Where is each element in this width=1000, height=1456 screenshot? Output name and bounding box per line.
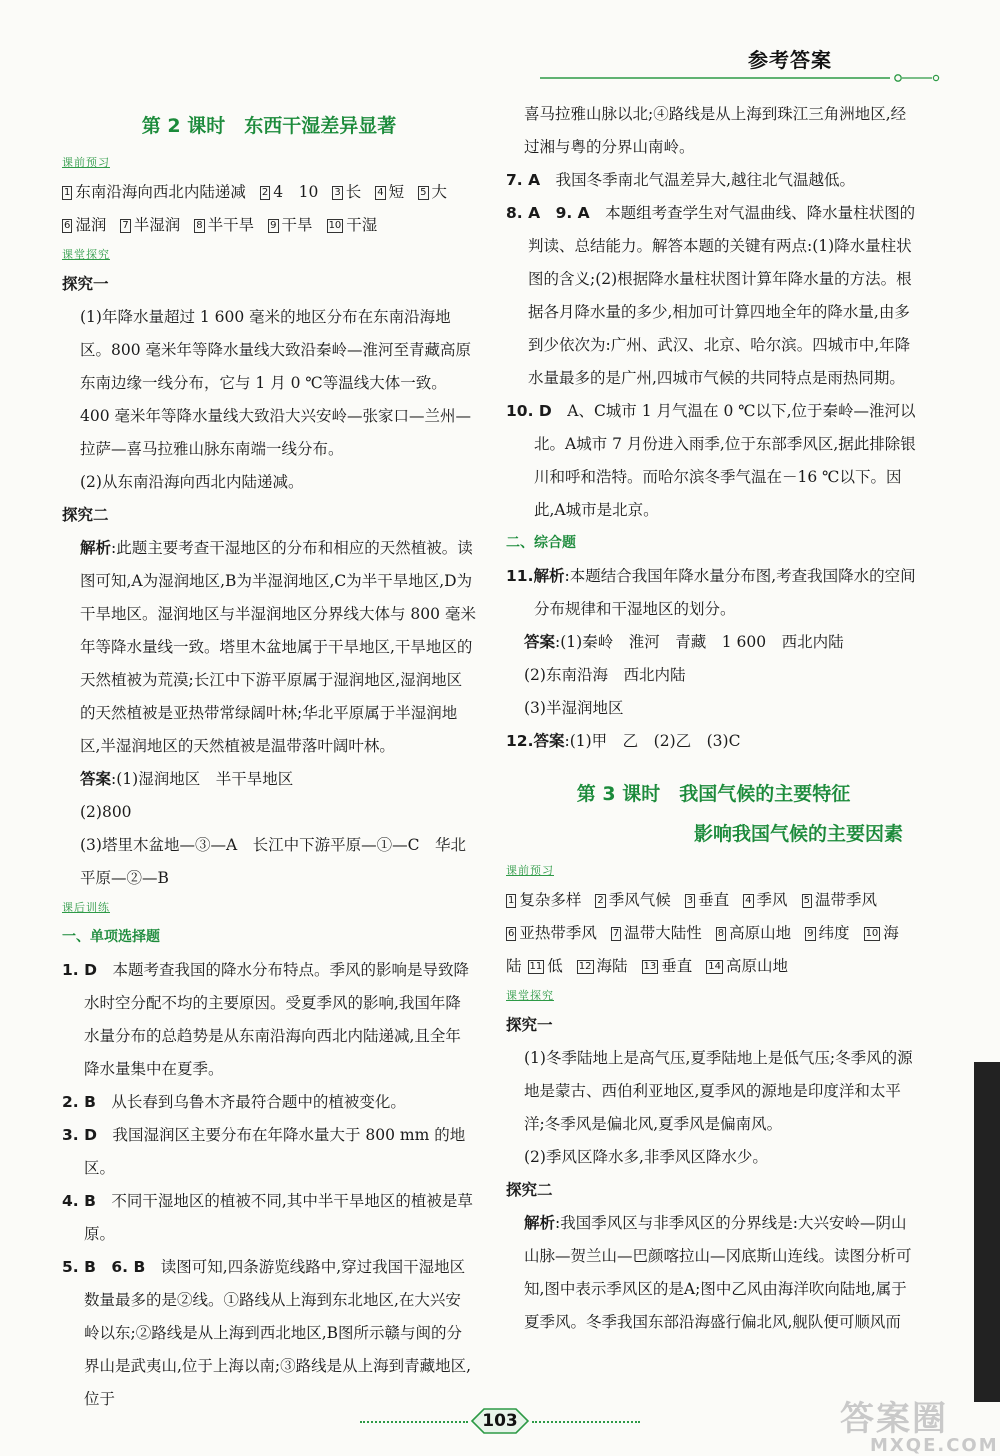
q2-number: 2. B bbox=[62, 1093, 96, 1111]
left-column bbox=[62, 98, 476, 1416]
q12-text: :(1)甲 乙 (2)乙 (3)C bbox=[564, 732, 741, 750]
footer-dots-right bbox=[532, 1421, 640, 1423]
question-12 bbox=[506, 725, 921, 758]
answer-number-box: 7 bbox=[612, 928, 620, 939]
q4-text: 不同干湿地区的植被不同,其中半干旱地区的植被是草原。 bbox=[84, 1192, 473, 1243]
answer-number-box: 3 bbox=[334, 187, 341, 198]
analysis-text-2: :我国季风区与非季风区的分界线是:大兴安岭—阴山山脉—贺兰山—巴颜喀拉山—冈底斯山连线。读图分析可知,图中表示季风区的是A;图中乙风由海洋吹向陆地,属于夏季风。冬季我国东部沿海盛行偏北风,舰队便可顺风而 bbox=[524, 1214, 912, 1331]
explore-1-para-2-2: (2)季风区降水多,非季风区降水少。 bbox=[524, 1148, 768, 1166]
header-label: 参考答案 bbox=[748, 48, 832, 72]
q11-number: 11. bbox=[506, 567, 534, 585]
answer-number-box: 4 bbox=[377, 187, 384, 198]
analysis-label-2: 解析 bbox=[524, 1214, 556, 1232]
q11-answer-label: 答案 bbox=[524, 633, 556, 651]
answer-text: 海陆 bbox=[596, 957, 628, 975]
preview-answer-item bbox=[706, 957, 788, 975]
answer-number-box: 9 bbox=[807, 928, 814, 939]
header-rule bbox=[540, 74, 940, 82]
explore-2-answer-3: (3)塔里木盆地—③—A 长江中下游平原—①—C 华北平原—②—B bbox=[80, 836, 467, 887]
preview-answer-item bbox=[332, 183, 361, 201]
lesson-3-title-b: 影响我国气候的主要因素 bbox=[693, 823, 903, 845]
answer-number-box: 3 bbox=[686, 895, 694, 906]
answer-number-box: 6 bbox=[64, 220, 71, 231]
answer-text: 湿润 bbox=[75, 216, 107, 234]
answer-text: 半干旱 bbox=[207, 216, 255, 234]
preview-answer-item bbox=[864, 924, 899, 942]
answer-number-box: 10 bbox=[328, 220, 342, 231]
q12-number: 12. bbox=[506, 732, 534, 750]
class-heading: 课堂探究 bbox=[62, 248, 110, 261]
answer-number-box: 10 bbox=[865, 928, 879, 939]
answer-text: 短 bbox=[388, 183, 405, 201]
q8-number: 8. A 9. A bbox=[506, 204, 590, 222]
q10-number: 10. D bbox=[506, 402, 552, 420]
answer-text: 垂直 bbox=[661, 957, 693, 975]
question-2 bbox=[62, 1086, 476, 1119]
answer-text: 高原山地 bbox=[729, 924, 792, 942]
preview-answer-item bbox=[62, 183, 246, 201]
q10-text: A、C城市 1 月气温在 0 ℃以下,位于秦岭—淮河以北。A城市 7 月份进入雨季,位于东部季风区,据此排除银川和呼和浩特。而哈尔滨冬季气温在－16 ℃以下。因此,A城市是北京。 bbox=[534, 402, 916, 519]
preview-answer-item bbox=[528, 957, 563, 975]
answer-text: 季风 bbox=[756, 891, 788, 909]
q4-number: 4. B bbox=[62, 1192, 96, 1210]
preview-answers-line-2 bbox=[62, 209, 476, 242]
answer-text: 纬度 bbox=[818, 924, 850, 942]
preview-answer-item bbox=[611, 924, 702, 942]
q11-answer-3: (3)半湿润地区 bbox=[524, 699, 624, 717]
answer-text: 大 bbox=[431, 183, 448, 201]
preview-answers-line-1 bbox=[62, 176, 476, 209]
answer-number-box: 1 bbox=[64, 187, 71, 198]
q11-answer-2: (2)东南沿海 西北内陆 bbox=[524, 666, 686, 684]
preview-answer-item bbox=[685, 891, 729, 909]
question-7 bbox=[506, 164, 921, 197]
preview2-answers-line-2 bbox=[506, 917, 921, 950]
answer-text: 高原山地 bbox=[726, 957, 789, 975]
answer-text-1: :(1)湿润地区 半干旱地区 bbox=[111, 770, 294, 788]
question-3 bbox=[62, 1119, 476, 1185]
preview-answer-item bbox=[595, 891, 670, 909]
question-5-6 bbox=[62, 1251, 476, 1416]
continued-text: 喜马拉雅山脉以北;④路线是从上海到珠江三角洲地区,经过湘与粤的分界山南岭。 bbox=[524, 105, 907, 156]
page-number: 103 bbox=[482, 1411, 518, 1431]
comprehensive-heading: 二、综合题 bbox=[506, 535, 576, 551]
preview-heading-2: 课前预习 bbox=[506, 864, 554, 877]
q1-text: 本题考查我国的降水分布特点。季风的影响是导致降水时空分配不均的主要原因。受夏季风的影响,我国年降水量分布的总趋势是从东南沿海向西北内陆递减,且全年降水量集中在夏季。 bbox=[84, 961, 469, 1078]
q3-text: 我国湿润区主要分布在年降水量大于 800 mm 的地区。 bbox=[84, 1126, 466, 1177]
preview-answer-item bbox=[642, 957, 693, 975]
answer-text: 干湿 bbox=[346, 216, 378, 234]
explore-2-heading-2: 探究二 bbox=[506, 1181, 553, 1199]
q5-number: 5. B 6. B bbox=[62, 1258, 146, 1276]
answer-number-box: 9 bbox=[270, 220, 277, 231]
explore-1-para-1: (1)年降水量超过 1 600 毫米的地区分布在东南沿海地区。800 毫米年等降水量线大致沿秦岭—淮河至青藏高原东南边缘一线分布，它与 1 月 0 ℃等温线大体一致。400 毫米年等降水量线大致沿大兴安岭—张家口—兰州—拉萨—喜马拉雅山脉东南端一线分布。 bbox=[80, 308, 472, 458]
q3-number: 3. D bbox=[62, 1126, 97, 1144]
preview-answer-item bbox=[506, 891, 581, 909]
answer-number-box: 8 bbox=[196, 220, 203, 231]
q11-answer-1 bbox=[506, 626, 921, 659]
q1-number: 1. D bbox=[62, 961, 97, 979]
explore-1-heading: 探究一 bbox=[62, 275, 109, 293]
preview2-answers-line-3 bbox=[506, 950, 921, 983]
watermark bbox=[840, 1399, 999, 1456]
explore-1-heading-2: 探究一 bbox=[506, 1016, 553, 1034]
answer-text: 温带季风 bbox=[814, 891, 877, 909]
explore-2-analysis-2 bbox=[506, 1207, 921, 1339]
answer-text: 半湿润 bbox=[133, 216, 181, 234]
side-tab bbox=[974, 1062, 1000, 1402]
question-10 bbox=[506, 395, 921, 527]
q11-answer-text-1: :(1)秦岭 淮河 青藏 1 600 西北内陆 bbox=[555, 633, 844, 651]
right-column bbox=[506, 98, 921, 1339]
preview-answer-item bbox=[194, 216, 254, 234]
class-heading-2: 课堂探究 bbox=[506, 989, 554, 1002]
answer-number-box: 4 bbox=[745, 895, 752, 906]
answer-number-box: 5 bbox=[803, 895, 810, 906]
answer-number-box: 2 bbox=[261, 187, 269, 198]
q5-text: 读图可知,四条游览线路中,穿过我国干湿地区数量最多的是②线。①路线从上海到东北地区,在大兴安岭以东;②路线是从上海到西北地区,B图所示赣与闽的分界山是武夷山,位于上海以南;③路线是从上海到青藏地区,位于 bbox=[84, 1258, 472, 1408]
answer-text: 低 bbox=[547, 957, 563, 975]
answer-number-box: 13 bbox=[643, 961, 657, 972]
answer-text: 垂直 bbox=[698, 891, 730, 909]
preview-answer-item bbox=[260, 183, 318, 201]
answer-text: 4 10 bbox=[273, 183, 319, 201]
answer-text: 温带大陆性 bbox=[624, 924, 702, 942]
explore-2-heading: 探究二 bbox=[62, 506, 109, 524]
answer-number-box: 6 bbox=[508, 928, 515, 939]
answer-number-box: 5 bbox=[420, 187, 427, 198]
single-choice-heading: 一、单项选择题 bbox=[62, 929, 160, 945]
answer-number-box: 14 bbox=[708, 961, 721, 972]
preview-answer-item bbox=[327, 216, 378, 234]
answer-text: 亚热带季风 bbox=[519, 924, 597, 942]
preview-answer-item bbox=[716, 924, 791, 942]
after-class-heading: 课后训练 bbox=[62, 901, 110, 914]
q12-answer-label: 答案 bbox=[533, 732, 565, 750]
explore-1-para-1-2: (1)冬季陆地上是高气压,夏季陆地上是低气压;冬季风的源地是蒙古、西伯利亚地区,夏季风的源地是印度洋和太平洋;冬季风是偏北风,夏季风是偏南风。 bbox=[524, 1049, 913, 1133]
explore-2-answer-1 bbox=[62, 763, 476, 796]
question-4 bbox=[62, 1185, 476, 1251]
q11-analysis-label: 解析 bbox=[533, 567, 565, 585]
preview-answer-item bbox=[418, 183, 447, 201]
explore-2-analysis bbox=[62, 532, 476, 763]
preview-answer-item bbox=[375, 183, 404, 201]
answer-text: 季风气候 bbox=[608, 891, 671, 909]
lesson-2-title: 第 2 课时 东西干湿差异显著 bbox=[141, 115, 397, 137]
answer-label: 答案 bbox=[80, 770, 112, 788]
preview-answer-item bbox=[268, 216, 312, 234]
question-1 bbox=[62, 954, 476, 1086]
explore-2-answer-2: (2)800 bbox=[80, 803, 132, 821]
answer-number-box: 1 bbox=[508, 895, 515, 906]
answer-number-box: 12 bbox=[578, 961, 592, 972]
footer-dots-left bbox=[360, 1421, 468, 1423]
answer-text: 复杂多样 bbox=[519, 891, 582, 909]
preview-heading: 课前预习 bbox=[62, 156, 110, 169]
preview-answer-item bbox=[62, 216, 106, 234]
preview-answer-item bbox=[506, 924, 597, 942]
analysis-text: :此题主要考查干湿地区的分布和相应的天然植被。读图可知,A为湿润地区,B为半湿润地区,C为半干旱地区,D为干旱地区。湿润地区与半湿润地区分界线大体与 800 毫米年等降水量线一致。塔里木盆地属于干旱地区,干旱地区的天然植被为荒漠;长江中下游平原属于湿润地区,湿润地区的天然植被是亚热带常绿阔叶林;华北平原属于半湿润地区,半湿润地区的天然植被是温带落叶阔叶林。 bbox=[80, 539, 476, 755]
preview-answer-item bbox=[577, 957, 628, 975]
answer-number-box: 11 bbox=[529, 961, 543, 972]
question-8-9 bbox=[506, 197, 921, 395]
question-11 bbox=[506, 560, 921, 626]
q11-text: :本题结合我国年降水量分布图,考查我国降水的空间分布规律和干湿地区的划分。 bbox=[534, 567, 916, 618]
preview2-line3-lead: 陆 bbox=[506, 957, 522, 975]
answer-number-box: 2 bbox=[597, 895, 604, 906]
preview-answer-item bbox=[802, 891, 877, 909]
answer-number-box: 8 bbox=[717, 928, 725, 939]
lesson-3-title-a: 第 3 课时 我国气候的主要特征 bbox=[576, 783, 851, 805]
watermark-logo: 答案圈 bbox=[840, 1399, 948, 1439]
answer-text: 海 bbox=[883, 924, 899, 942]
answer-text: 长 bbox=[345, 183, 362, 201]
q2-text: 从长春到乌鲁木齐最符合题中的植被变化。 bbox=[111, 1093, 406, 1111]
answer-text: 干旱 bbox=[281, 216, 313, 234]
preview-answer-item bbox=[120, 216, 180, 234]
preview-answer-item bbox=[805, 924, 849, 942]
q7-number: 7. A bbox=[506, 171, 541, 189]
q7-text: 我国冬季南北气温差异大,越往北气温越低。 bbox=[555, 171, 856, 189]
q8-text: 本题组考查学生对气温曲线、降水量柱状图的判读、总结能力。解答本题的关键有两点:(1)降水量柱状图的含义;(2)根据降水量柱状图计算年降水量的方法。根据各月降水量的多少,相加可计算四地全年的降水量,由多到少依次为:广州、武汉、北京、哈尔滨。四城市中,年降水量最多的是广州,四城市气候的共同特点是雨热同期。 bbox=[528, 204, 916, 387]
answer-number-box: 7 bbox=[122, 220, 129, 231]
analysis-label: 解析 bbox=[80, 539, 112, 557]
answer-text: 东南沿海向西北内陆递减 bbox=[75, 183, 246, 201]
explore-1-para-2: (2)从东南沿海向西北内陆递减。 bbox=[80, 473, 304, 491]
preview-answer-item bbox=[743, 891, 787, 909]
preview2-answers-line-1 bbox=[506, 884, 921, 917]
watermark-url: MXQE.COM bbox=[870, 1435, 999, 1456]
